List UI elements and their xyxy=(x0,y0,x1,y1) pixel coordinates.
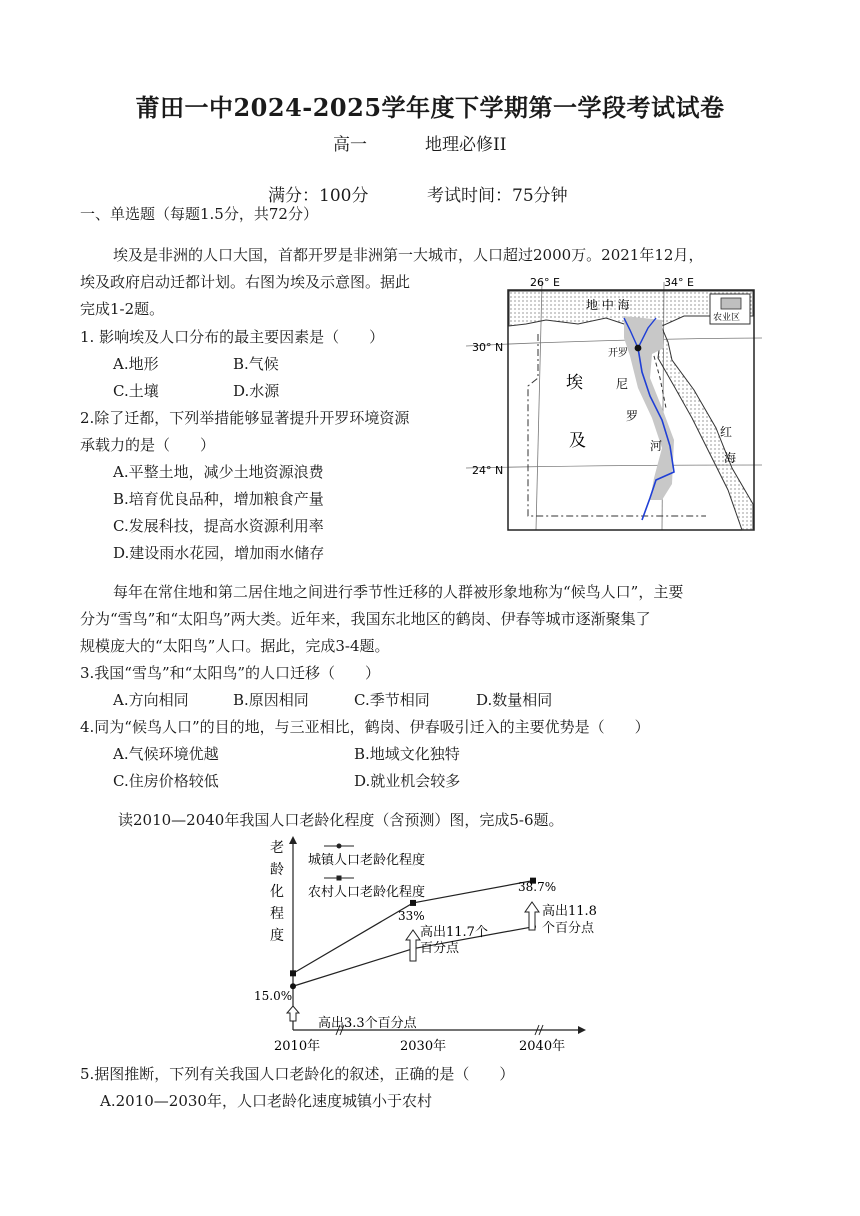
red-sea xyxy=(658,328,753,530)
q2-option-a: A.平整土地，减少土地资源浪费 xyxy=(113,463,324,481)
exam-time: 考试时间：75分钟 xyxy=(427,186,568,206)
x-tick-2030: 2030年 xyxy=(400,1039,447,1054)
q2-option-c: C.发展科技，提高水资源利用率 xyxy=(113,517,324,535)
block1-intro-line2: 埃及政府启动迁都计划。右图为埃及示意图。据此 xyxy=(80,273,411,291)
lat-label-top: 30° N xyxy=(472,341,504,354)
lon-label-right: 34° E xyxy=(664,276,694,289)
annotation-2040-line1: 高出11.8 xyxy=(542,904,597,919)
q1-option-c: C.土壤 xyxy=(113,382,159,400)
arrow-2040 xyxy=(525,902,539,930)
q1-option-d: D.水源 xyxy=(233,382,280,400)
q3-option-d: D.数量相同 xyxy=(476,691,553,709)
river-label-3: 河 xyxy=(650,439,663,453)
x-tick-2010: 2010年 xyxy=(274,1039,321,1054)
block1-intro-line3: 完成1-2题。 xyxy=(80,300,165,318)
point-label-2010: 15.0% xyxy=(254,989,293,1003)
point-label-2030: 33% xyxy=(398,909,425,923)
y-axis-arrow xyxy=(289,836,297,844)
annotation-2010: 高出3.3个百分点 xyxy=(318,1016,417,1031)
river-label-1: 尼 xyxy=(616,377,629,391)
legend-marker-urban xyxy=(337,844,342,849)
country-label-1: 埃 xyxy=(566,373,583,393)
lat-line-30 xyxy=(466,338,762,346)
q4-option-a: A.气候环境优越 xyxy=(113,745,219,763)
aging-chart xyxy=(250,834,597,1056)
full-score: 满分：100分 xyxy=(268,186,369,206)
egypt-border xyxy=(528,334,706,516)
legend-marker-rural xyxy=(337,876,342,881)
q4-option-b: B.地域文化独特 xyxy=(354,745,460,763)
question-2-stem-line2: 承载力的是（ ） xyxy=(80,436,216,454)
legend-label-urban: 城镇人口老龄化程度 xyxy=(308,853,426,868)
country-label-2: 及 xyxy=(569,431,586,451)
annotation-2030-line1: 高出11.7个 xyxy=(420,925,488,940)
block1-intro-line1: 埃及是非洲的人口大国，首都开罗是非洲第一大城市，人口超过2000万。2021年12月， xyxy=(113,246,704,264)
x-tick-2040: 2040年 xyxy=(519,1039,566,1054)
arrow-2010 xyxy=(287,1006,299,1021)
mediterranean-label: 地 中 海 xyxy=(586,298,630,312)
lat-label-bottom: 24° N xyxy=(472,464,504,477)
q3-option-a: A.方向相同 xyxy=(113,691,189,709)
grade-label: 高一 xyxy=(333,135,367,155)
q2-option-b: B.培育优良品种，增加粮食产量 xyxy=(113,490,324,508)
q3-option-c: C.季节相同 xyxy=(354,691,430,709)
point-label-2040: 38.7% xyxy=(518,880,557,894)
river-label-2: 罗 xyxy=(626,409,639,423)
annotation-2030-line2: 百分点 xyxy=(420,941,460,956)
block3-intro: 读2010—2040年我国人口老龄化程度（含预测）图，完成5-6题。 xyxy=(118,811,564,829)
q1-option-b: B.气候 xyxy=(233,355,279,373)
question-2-stem-line1: 2.除了迁都，下列举措能够显著提升开罗环境资源 xyxy=(80,409,410,427)
cairo-marker xyxy=(635,345,642,352)
legend-swatch xyxy=(721,298,741,309)
q3-option-b: B.原因相同 xyxy=(233,691,309,709)
block2-intro-line2: 分为“雪鸟”和“太阳鸟”两大类。近年来，我国东北地区的鹤岗、伊春等城市逐渐聚集了 xyxy=(80,610,651,628)
annotation-2040-line2: 个百分点 xyxy=(542,921,595,936)
block2-intro-line1: 每年在常住地和第二居住地之间进行季节性迁移的人群被形象地称为“候鸟人口”，主要 xyxy=(113,583,684,601)
egypt-map xyxy=(466,268,762,540)
red-sea-label-1: 红 xyxy=(720,425,733,439)
subject-label: 地理必修II xyxy=(425,135,507,155)
question-4-stem: 4.同为“候鸟人口”的目的地，与三亚相比，鹤岗、伊春吸引迁入的主要优势是（ ） xyxy=(80,718,650,736)
q2-option-d: D.建设雨水花园，增加雨水储存 xyxy=(113,544,325,562)
q4-option-d: D.就业机会较多 xyxy=(354,772,461,790)
point-rural-0 xyxy=(290,970,296,976)
q1-option-a: A.地形 xyxy=(113,355,159,373)
question-3-stem: 3.我国“雪鸟”和“太阳鸟”的人口迁移（ ） xyxy=(80,664,380,682)
block2-intro-line3: 规模庞大的“太阳鸟”人口。据此，完成3-4题。 xyxy=(80,637,390,655)
cairo-label: 开罗 xyxy=(608,348,628,359)
question-5-stem: 5.据图推断，下列有关我国人口老龄化的叙述，正确的是（ ） xyxy=(80,1065,515,1083)
lon-label-left: 26° E xyxy=(530,276,560,289)
exam-title: 莆田一中2024-2025学年度下学期第一学段考试试卷 xyxy=(135,93,725,122)
legend-label: 农业区 xyxy=(713,313,741,323)
legend-label-rural: 农村人口老龄化程度 xyxy=(308,885,426,900)
q5-option-a: A.2010—2030年，人口老龄化速度城镇小于农村 xyxy=(100,1092,432,1110)
section-heading: 一、单选题（每题1.5分，共72分） xyxy=(80,205,318,223)
point-rural-1 xyxy=(410,900,416,906)
y-axis-label: 老龄化程度 xyxy=(270,840,284,944)
x-axis-arrow xyxy=(578,1026,586,1034)
q4-option-c: C.住房价格较低 xyxy=(113,772,219,790)
question-1-stem: 1. 影响埃及人口分布的最主要因素是（ ） xyxy=(80,328,385,346)
red-sea-label-2: 海 xyxy=(724,451,737,465)
arrow-2030 xyxy=(406,930,420,961)
